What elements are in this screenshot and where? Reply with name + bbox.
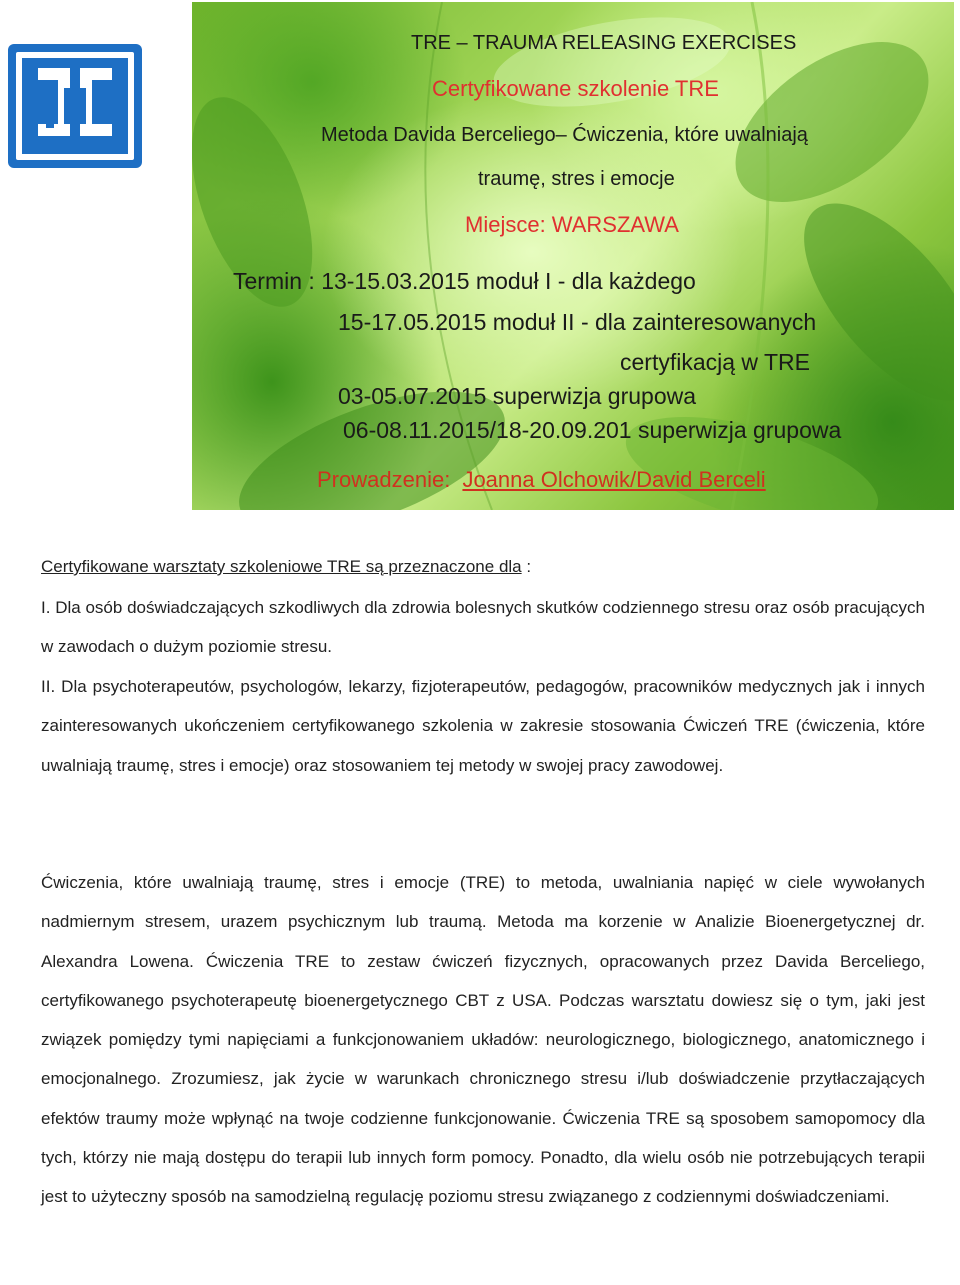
banner-place: Miejsce: WARSZAWA — [465, 212, 679, 237]
term-1: 13-15.03.2015 moduł I - dla każdego — [321, 268, 696, 294]
lead-label: Prowadzenie: — [317, 467, 451, 492]
term-4: 06-08.11.2015/18-20.09.201 superwizja grupowa — [343, 417, 842, 443]
audience-heading-colon: : — [521, 557, 532, 576]
jc-logo-icon — [8, 44, 142, 168]
term-3: 03-05.07.2015 superwizja grupowa — [338, 383, 697, 409]
audience-item-2: II. Dla psychoterapeutów, psychologów, lekarzy, fizjoterapeutów, pedagogów, pracowników medycznych jak i innych zainteresowanych ukończeniem certyfikowanego szkolenia w zakresie stosowania Ćwiczeń TRE (ćwiczenia, które uwalniają traumę, stres i emocje) oraz stosowaniem tej metody w swojej pracy zawodowej. — [41, 677, 925, 775]
banner-title: TRE – TRAUMA RELEASING EXERCISES — [411, 32, 797, 54]
audience-heading — [41, 557, 531, 577]
banner-subtitle: Certyfikowane szkolenie TRE — [432, 76, 719, 101]
banner-method-line2: traumę, stres i emocje — [478, 168, 675, 190]
audience-heading-text: Certyfikowane warsztaty szkoleniowe TRE są przeznaczone dla — [41, 557, 522, 576]
term-2b: certyfikacją w TRE — [620, 349, 811, 375]
description-paragraph: Ćwiczenia, które uwalniają traumę, stres i emocje (TRE) to metoda, uwalniania napięć w ciele wywołanych nadmiernym stresem, urazem psychicznym lub traumą. Metoda ma korzenie w Analizie Bioenergetycznej dr. Alexandra Lowena. Ćwiczenia TRE to zestaw ćwiczeń fizycznych, opracowanych przez Davida Berceliego, certyfikowanego psychoterapeutę bioenergetycznego CBT z USA. Podczas warsztatu dowiesz się o tym, jaki jest związek pomiędzy tymi napięciami a funkcjonowaniem układów: neurologicznego, biologicznego, anatomicznego i emocjonalnego. Zrozumiesz, jak życie w warunkach chronicznego stresu i/lub doświadczenie przytłaczających efektów traumy może wpłynąć na twoje codzienne funkcjonowanie. Ćwiczenia TRE są sposobem samopomocy dla tych, którzy nie mają dostępu do terapii lub innych form pomocy. Ponadto, dla wielu osób nie potrzebujących terapii jest to użyteczny sposób na samodzielną regulację poziomu stresu związanego z codziennymi doświadczeniami. — [41, 873, 925, 1207]
term-label: Termin : — [233, 268, 322, 294]
event-banner — [192, 2, 954, 510]
lead-names: Joanna Olchowik/David Berceli — [462, 467, 766, 492]
audience-item-1: I. Dla osób doświadczających szkodliwych dla zdrowia bolesnych skutków codziennego stresu oraz osób pracujących w zawodach o dużym poziomie stresu. — [41, 598, 925, 657]
banner-method-line1: Metoda Davida Berceliego– Ćwiczenia, które uwalniają — [321, 124, 808, 146]
term-2: 15-17.05.2015 moduł II - dla zainteresowanych — [338, 309, 817, 335]
